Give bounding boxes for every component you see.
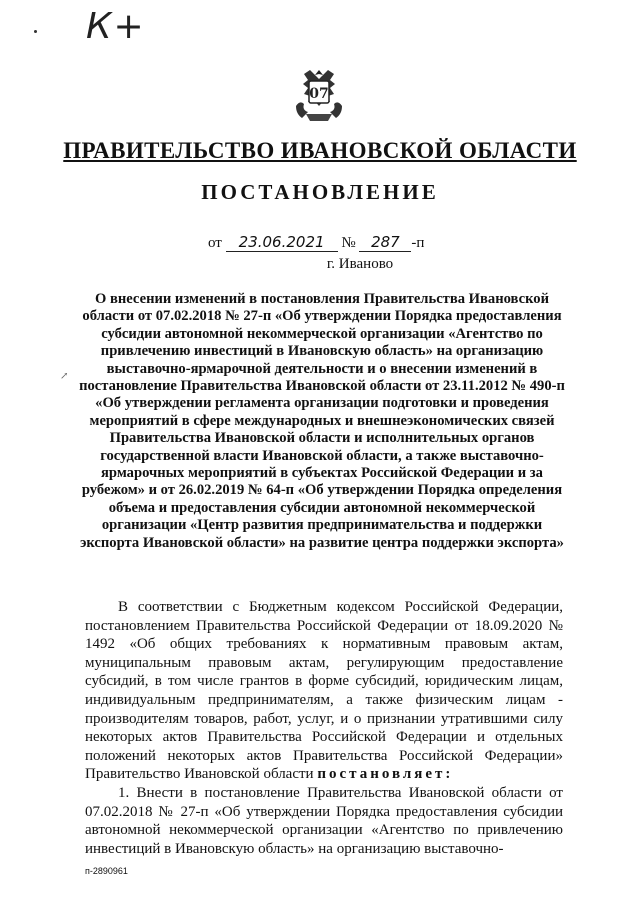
handwritten-mark: К+ [86,6,146,47]
resolves-word: постановляет: [317,766,454,783]
number-field: 287 [359,233,411,252]
document-code: п-2890961 [85,866,128,876]
document-type: ПОСТАНОВЛЕНИЕ [201,180,439,204]
paragraph-1-text: В соответствии с Бюджетным кодексом Российской Федерации, постановлением Правительства Российской Федерации от 18.09.2020 № 1492 «Об общих требованиях к нормативным правовым актам, муниципальным правовым актам, регулирующим предоставление субсидий, в том числе грантов в форме субсидий, юридическим лицам, индивидуальным предпринимателям, а также физическим лицам - производителям товаров, работ, услуг, и о признании утратившими силу некоторых актов Правительства Российской Федерации и отдельных положений некоторых актов Правительства Российской Федерации» Правительство Ивановской области [85,599,563,783]
government-title: ПРАВИТЕЛЬСТВО ИВАНОВСКОЙ ОБЛАСТИ [63,138,577,163]
svg-text:07: 07 [309,86,329,102]
number-suffix: -п [411,235,425,251]
document-body [85,598,563,858]
date-prefix: от [208,235,222,251]
ink-dot [34,30,37,33]
number-sign: № [341,235,356,251]
paragraph-2: 1. Внести в постановление Правительства Ивановской области от 07.02.2018 № 27-п «Об утверждении Порядка предоставления субсидии автономной некоммерческой организации «Агентство по привлечению инвестиций в Ивановскую область» на организацию выставочно- [85,784,563,857]
city: г. Иваново [326,256,394,272]
margin-check-mark: ↗ [60,371,69,382]
coat-of-arms-emblem [290,66,348,126]
date-number-line [208,233,424,252]
date-field: 23.06.2021 [226,233,338,252]
paragraph-1 [85,598,563,784]
document-heading: О внесении изменений в постановления Правительства Ивановской области от 07.02.2018 № 27-п «Об утверждении Порядка предоставления субсидии автономной некоммерческой организации «Агентство по привлечению инвестиций в Ивановскую область» на организацию выставочно-ярмарочной деятельности и о внесении изменений в постановление Правительства Ивановской области от 23.11.2012 № 490-п «Об утверждении регламента организации подготовки и проведения мероприятий в сфере международных и внешнеэкономических связей Правительства Ивановской области и исполнительных органов государственной власти Ивановской области, а также выставочно-ярмарочных мероприятий в субъектах Российской Федерации и за рубежом» и от 26.02.2019 № 64-п «Об утверждении Порядка определения объема и предоставления субсидии автономной некоммерческой организации «Центр развития предпринимательства и поддержки экспорта Ивановской области» на развитие центра поддержки экспорта» [79,291,565,551]
